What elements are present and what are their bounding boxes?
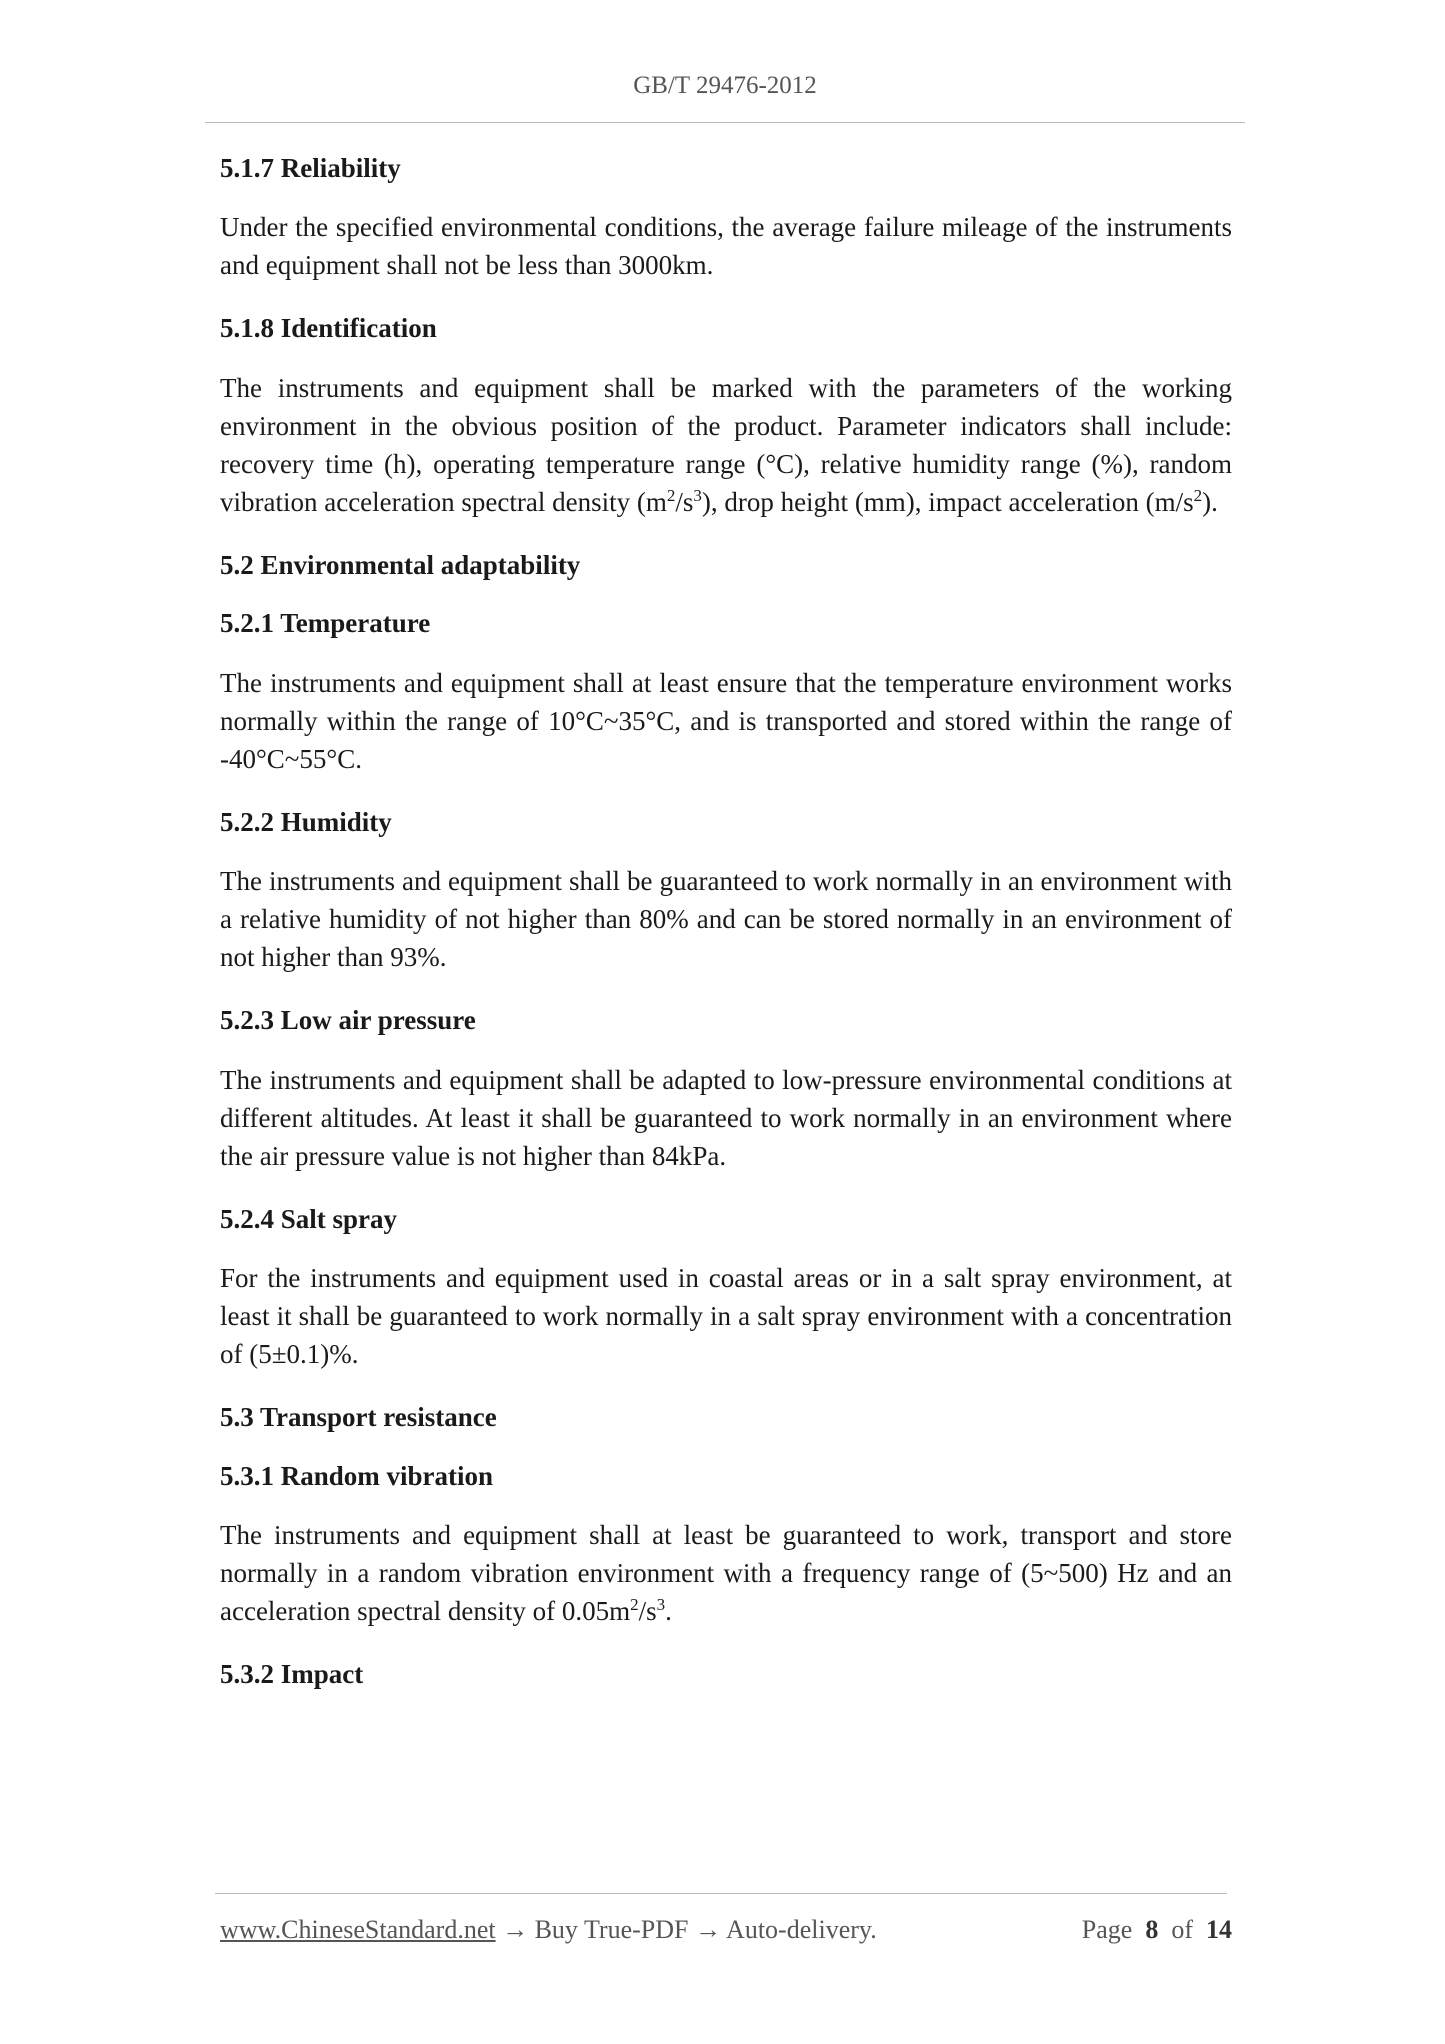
heading-5-1-7: 5.1.7 Reliability [220, 153, 401, 183]
paragraph-salt-spray: For the instruments and equipment used in coastal areas or in a salt spray environment, at least it shall be guaranteed to work normally in a salt spray environment with a concentration of (5±0.1)%. [220, 1263, 1232, 1370]
heading-5-3: 5.3 Transport resistance [220, 1402, 497, 1433]
paragraph-reliability: Under the specified environmental conditions, the average failure mileage of the instruments and equipment shall not be less than 3000km. [220, 212, 1232, 281]
header-divider [205, 122, 1245, 123]
page-number: 8 [1145, 1915, 1159, 1944]
paragraph-low-air-pressure: The instruments and equipment shall be adapted to low-pressure environmental conditions at different altitudes. At least it shall be guaranteed to work normally in an environment where the air pressure value is not higher than 84kPa. [220, 1064, 1232, 1171]
website-link[interactable]: www.ChineseStandard.net [220, 1915, 496, 1944]
heading-5-2: 5.2 Environmental adaptability [220, 549, 581, 580]
heading-5-3-1: 5.3.1 Random vibration [220, 1460, 494, 1491]
document-body [220, 150, 1232, 1714]
heading-5-1-8: 5.1.8 Identification [220, 313, 437, 344]
page-indicator: Page 8 of 14 [1081, 1915, 1232, 1944]
document-header: GB/T 29476-2012 [633, 72, 817, 99]
heading-5-2-1: 5.2.1 Temperature [220, 608, 431, 639]
paragraph-temperature: The instruments and equipment shall at least ensure that the temperature environment works normally within the range of 10°C~35°C, and is transported and stored within the range of -40°C~55°C. [220, 667, 1232, 774]
footer-divider [215, 1893, 1227, 1894]
page-total: 14 [1206, 1915, 1232, 1944]
paragraph-identification: The instruments and equipment shall be marked with the parameters of the working environment in the obvious position of the product. Parameter indicators shall include: recovery time (h), operating temperature range (°C), relative humidity range (%), random vibration acceleration spectral density $(m^2/s^3)$, drop height (mm), impact acceleration $(m/s^2)$. [220, 372, 1232, 517]
footer-promo-text: → Buy True-PDF → Auto-delivery. [495, 1915, 877, 1944]
paragraph-random-vibration: The instruments and equipment shall at least be guaranteed to work, transport and store normally in a random vibration environment with a frequency range of (5~500) Hz and an acceleration spectral density of $0.05m^2/s^3$. [220, 1519, 1232, 1626]
paragraph-humidity: The instruments and equipment shall be guaranteed to work normally in an environment with a relative humidity of not higher than 80% and can be stored normally in an environment of not higher than 93%. [220, 866, 1232, 973]
document-footer [220, 1915, 1232, 1945]
heading-5-2-4: 5.2.4 Salt spray [220, 1203, 398, 1234]
heading-5-2-2: 5.2.2 Humidity [220, 806, 392, 837]
heading-5-3-2: 5.3.2 Impact [220, 1658, 364, 1689]
heading-5-2-3: 5.2.3 Low air pressure [220, 1005, 476, 1036]
